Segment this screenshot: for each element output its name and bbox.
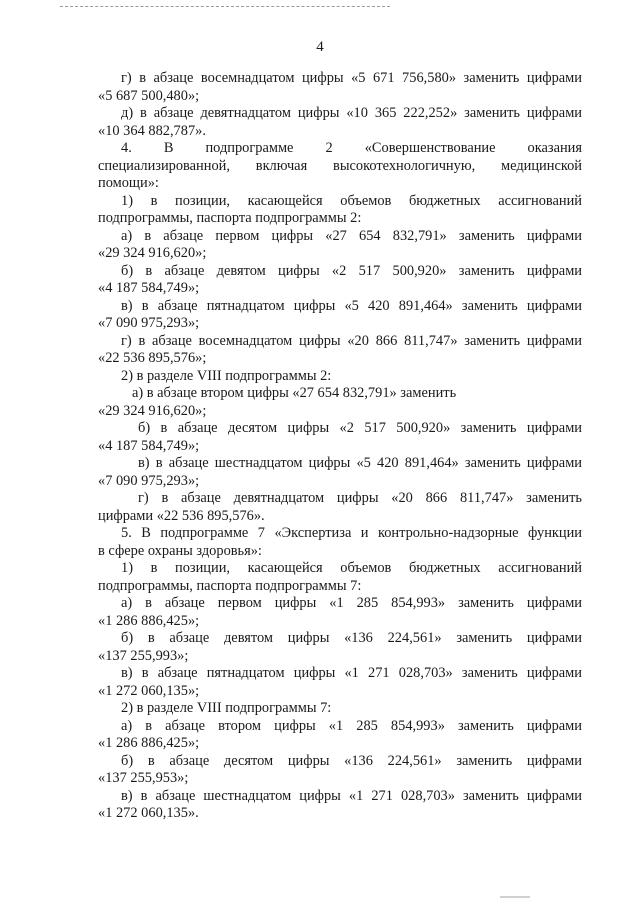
- text-line: «22 536 895,576»;: [98, 350, 207, 366]
- text-line: б) в абзаце девятом цифры «136 224,561» заменить цифрами: [121, 630, 582, 646]
- text-line: б) в абзаце девятом цифры «2 517 500,920» заменить цифрами: [121, 262, 582, 279]
- text-line: б) в абзаце десятом цифры «2 517 500,920» заменить цифрами: [138, 420, 582, 436]
- text-line: «4 187 584,749»;: [98, 437, 200, 454]
- text-line: г) в абзаце восемнадцатом цифры «5 671 756,580» заменить цифрами: [121, 70, 582, 86]
- text-line: «137 255,953»;: [98, 770, 189, 786]
- text-line: цифрами «22 536 895,576».: [98, 507, 265, 524]
- text-line: «1 272 060,135»;: [98, 682, 200, 699]
- text-line: 1) в позиции, касающейся объемов бюджетных ассигнований: [121, 192, 582, 209]
- text-line: 2) в разделе VIII подпрограммы 7:: [121, 700, 332, 716]
- text-line: в сфере охраны здоровья»:: [98, 542, 262, 559]
- text-line: «10 364 882,787».: [98, 122, 206, 139]
- text-line: а) в абзаце втором цифры «27 654 832,791» заменить: [132, 385, 457, 401]
- text-line: подпрограммы, паспорта подпрограммы 2:: [98, 210, 362, 226]
- text-line: в) в абзаце пятнадцатом цифры «5 420 891,464» заменить цифрами: [121, 297, 582, 314]
- text-line: а) в абзаце первом цифры «27 654 832,791» заменить цифрами: [121, 227, 582, 244]
- text-line: 2) в разделе VIII подпрограммы 2:: [121, 367, 332, 384]
- text-line: 4. В подпрограмме 2 «Совершенствование оказания: [121, 140, 582, 156]
- text-line: помощи»:: [98, 175, 159, 191]
- text-line: г) в абзаце девятнадцатом цифры «20 866 811,747» заменить: [138, 490, 582, 506]
- text-line: «1 286 886,425»;: [98, 612, 200, 629]
- text-line: «1 286 886,425»;: [98, 735, 200, 751]
- text-line: 1) в позиции, касающейся объемов бюджетных ассигнований: [121, 560, 582, 576]
- scan-artifact: [500, 896, 530, 898]
- text-line: в) в абзаце шестнадцатом цифры «5 420 891,464» заменить цифрами: [138, 455, 582, 471]
- text-line: а) в абзаце втором цифры «1 285 854,993» заменить цифрами: [121, 717, 582, 734]
- text-line: в) в абзаце шестнадцатом цифры «1 271 028,703» заменить цифрами: [121, 787, 582, 804]
- scan-top-rule: [60, 6, 390, 7]
- text-line: «1 272 060,135».: [98, 805, 199, 821]
- text-line: подпрограммы, паспорта подпрограммы 7:: [98, 577, 362, 594]
- document-body: [98, 70, 582, 823]
- text-line: в) в абзаце пятнадцатом цифры «1 271 028,703» заменить цифрами: [121, 665, 582, 681]
- text-line: «29 324 916,620»;: [98, 402, 207, 419]
- text-line: «5 687 500,480»;: [98, 87, 200, 104]
- text-line: «29 324 916,620»;: [98, 245, 207, 261]
- text-line: д) в абзаце девятнадцатом цифры «10 365 222,252» заменить цифрами: [121, 105, 582, 121]
- page-number: 4: [316, 39, 324, 55]
- text-line: а) в абзаце первом цифры «1 285 854,993» заменить цифрами: [121, 595, 582, 611]
- text-line: б) в абзаце десятом цифры «136 224,561» заменить цифрами: [121, 752, 582, 769]
- text-line: «137 255,993»;: [98, 647, 189, 664]
- text-line: «7 090 975,293»;: [98, 472, 200, 489]
- text-line: «4 187 584,749»;: [98, 280, 200, 296]
- text-line: специализированной, включая высокотехнологичную, медицинской: [98, 157, 582, 174]
- text-line: 5. В подпрограмме 7 «Экспертиза и контрольно-надзорные функции: [121, 525, 582, 541]
- text-line: г) в абзаце восемнадцатом цифры «20 866 811,747» заменить цифрами: [121, 332, 582, 349]
- text-line: «7 090 975,293»;: [98, 315, 200, 331]
